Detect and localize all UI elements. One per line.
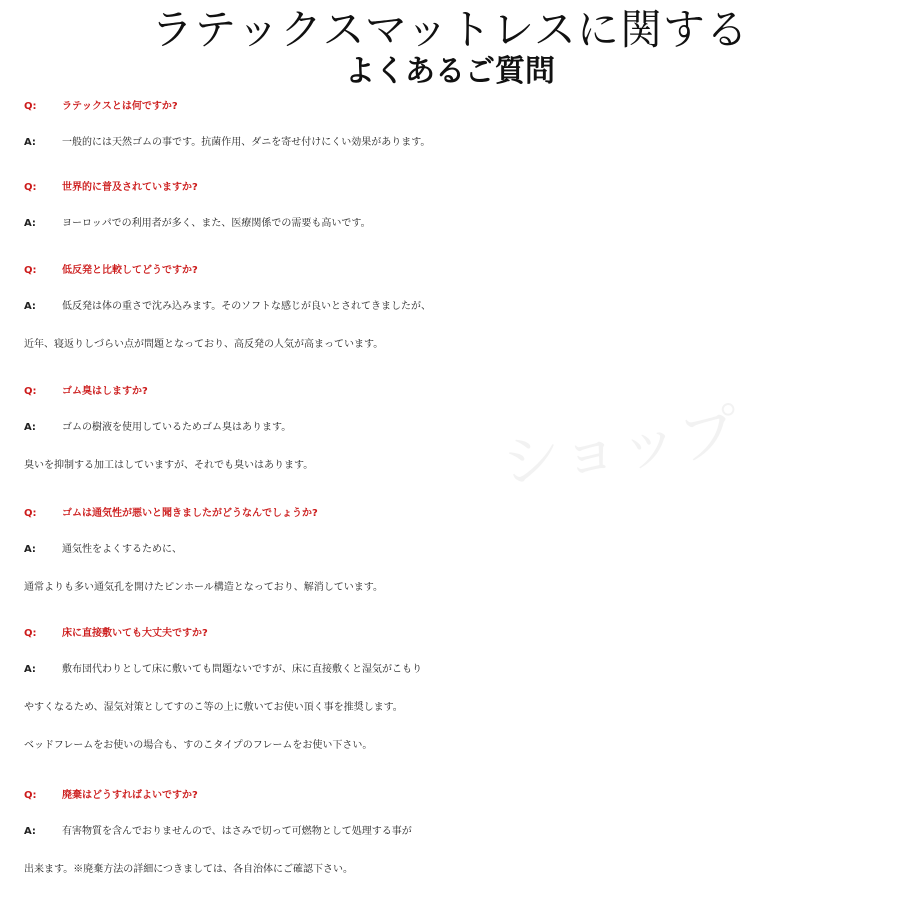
watermark: ショップ	[496, 396, 744, 500]
faq-item	[24, 779, 884, 889]
faq-answer-line	[24, 288, 884, 326]
question-prefix: Q:	[24, 265, 37, 276]
answer-text: 有害物質を含んでおりませんので、はさみで切って可燃物として処理する事が	[62, 826, 412, 837]
question-prefix: Q:	[24, 508, 37, 519]
faq-answer-line	[24, 531, 884, 569]
answer-prefix: A:	[24, 218, 36, 229]
question-text: 低反発と比較してどうですか?	[62, 265, 198, 276]
faq-answer-line	[24, 326, 884, 364]
page-title: ラテックスマットレスに関する	[151, 5, 749, 54]
question-prefix: Q:	[24, 182, 37, 193]
answer-text: 臭いを抑制する加工はしていますが、それでも臭いはあります。	[24, 460, 314, 471]
faq-answer-line	[24, 651, 884, 689]
faq-answer-line	[24, 813, 884, 851]
question-text: ラテックスとは何ですか?	[62, 101, 178, 112]
answer-text: 近年、寝返りしづらい点が問題となっており、高反発の人気が高まっています。	[24, 339, 384, 350]
faq-answer-line	[24, 727, 884, 765]
answer-text: ゴムの樹液を使用しているためゴム臭はあります。	[62, 422, 292, 433]
answer-prefix: A:	[24, 301, 36, 312]
question-text: 床に直接敷いても大丈夫ですか?	[62, 628, 208, 639]
question-text: ゴムは通気性が悪いと聞きましたがどうなんでしょうか?	[62, 508, 318, 519]
question-prefix: Q:	[24, 386, 37, 397]
faq-answer-line	[24, 851, 884, 889]
question-prefix: Q:	[24, 790, 37, 801]
answer-prefix: A:	[24, 137, 36, 148]
faq-answer-line	[24, 689, 884, 727]
answer-prefix: A:	[24, 544, 36, 555]
faq-question	[24, 90, 884, 124]
faq-answer-line	[24, 205, 884, 243]
faq-item	[24, 375, 884, 485]
faq-question	[24, 171, 884, 205]
answer-text: やすくなるため、湿気対策としてすのこ等の上に敷いてお使い頂く事を推奨します。	[24, 702, 403, 713]
faq-item	[24, 90, 884, 162]
faq-item	[24, 254, 884, 364]
answer-text: 出来ます。※廃棄方法の詳細につきましては、各自治体にご確認下さい。	[24, 864, 353, 875]
faq-answer-line	[24, 569, 884, 607]
answer-prefix: A:	[24, 664, 36, 675]
question-prefix: Q:	[24, 628, 37, 639]
answer-prefix: A:	[24, 826, 36, 837]
faq-question	[24, 254, 884, 288]
faq-question	[24, 375, 884, 409]
answer-text: ヨーロッパでの利用者が多く、また、医療関係での需要も高いです。	[62, 218, 371, 229]
answer-text: 敷布団代わりとして床に敷いても問題ないですが、床に直接敷くと湿気がこもり	[62, 664, 422, 675]
answer-prefix: A:	[24, 422, 36, 433]
faq-question	[24, 497, 884, 531]
faq-answer-line	[24, 124, 884, 162]
faq-answer-line	[24, 409, 884, 447]
answer-text: 低反発は体の重さで沈み込みます。そのソフトな感じが良いとされてきましたが、	[62, 301, 431, 312]
faq-question	[24, 779, 884, 813]
faq-item	[24, 497, 884, 607]
faq-answer-line	[24, 447, 884, 485]
faq-question	[24, 617, 884, 651]
question-text: ゴム臭はしますか?	[62, 386, 148, 397]
page-subtitle: よくあるご質問	[345, 54, 555, 89]
question-prefix: Q:	[24, 101, 37, 112]
answer-text: ベッドフレームをお使いの場合も、すのこタイプのフレームをお使い下さい。	[24, 740, 373, 751]
faq-item	[24, 617, 884, 765]
question-text: 世界的に普及されていますか?	[62, 182, 198, 193]
answer-text: 通気性をよくするために、	[62, 544, 182, 555]
answer-text: 通常よりも多い通気孔を開けたピンホール構造となっており、解消しています。	[24, 582, 383, 593]
faq-item	[24, 171, 884, 243]
answer-text: 一般的には天然ゴムの事です。抗菌作用、ダニを寄せ付けにくい効果があります。	[62, 137, 431, 148]
question-text: 廃棄はどうすればよいですか?	[62, 790, 198, 801]
